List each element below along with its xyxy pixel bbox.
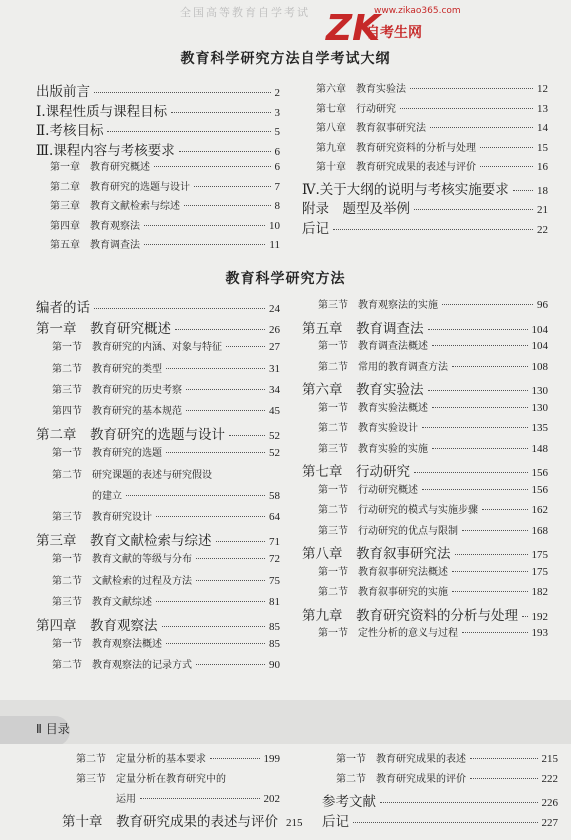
toc-entry-page: 81: [269, 595, 280, 608]
toc-entry-label: 第一节 定性分析的意义与过程: [318, 628, 458, 639]
toc-entry-page: 104: [531, 340, 548, 352]
toc-entry-page: 45: [269, 405, 280, 417]
toc-entry: [36, 296, 280, 316]
toc-entry-page: 14: [537, 122, 548, 134]
toc-entry: [318, 399, 548, 414]
leader-dots: [184, 205, 271, 206]
leader-dots: [126, 495, 265, 496]
toc-entry: [76, 790, 280, 805]
toc-entry-label: 第二节 定量分析的基本要求: [76, 754, 206, 765]
exam-watermark: 全国高等教育自学考试: [180, 6, 310, 19]
toc-entry-page: 168: [531, 524, 548, 537]
toc-entry-page: 52: [269, 430, 280, 443]
leader-dots: [156, 601, 265, 602]
toc-entry-page: 162: [531, 504, 548, 516]
leader-dots: [414, 472, 528, 473]
leader-dots: [422, 489, 528, 490]
leader-dots: [156, 516, 265, 517]
toc-entry: [52, 508, 280, 523]
toc-entry: [302, 317, 548, 337]
toc-entry: [316, 119, 548, 134]
toc-entry: [302, 178, 548, 198]
toc-entry-label: Ⅰ.课程性质与课程目标: [36, 103, 168, 120]
toc-entry-page: 75: [269, 574, 280, 587]
toc-entry-page: 6: [274, 161, 280, 173]
leader-dots: [194, 186, 271, 187]
toc-entry: [52, 656, 280, 671]
toc-entry-page: 175: [531, 549, 548, 561]
toc-entry-label: 第一节 行动研究概述: [318, 484, 418, 496]
leader-dots: [442, 304, 533, 305]
toc-entry-page: 26: [269, 324, 280, 337]
toc-entry-label: 第九章 教育研究资料的分析与处理: [302, 607, 518, 624]
toc-entry-label: 第三节 定量分析在教育研究中的: [76, 774, 226, 785]
toc-entry-label: 第一节 教育观察法概述: [52, 639, 162, 651]
toc-entry: [322, 790, 558, 810]
toc-entry-label: 第一节 教育研究成果的表述: [336, 754, 466, 765]
toc-entry-label: 后记: [302, 220, 329, 237]
toc-entry-label: 第十章 教育研究成果的表述与评价: [316, 162, 476, 173]
toc-entry-label: Ⅳ.关于大纲的说明与考核实施要求: [302, 181, 509, 198]
toc-entry: [50, 178, 280, 193]
toc-entry-page: 85: [269, 638, 280, 651]
toc-entry: [52, 593, 280, 608]
toc-entry-page: 222: [541, 773, 558, 785]
toc-entry-page: 130: [531, 385, 548, 397]
toc-entry-page: 18: [537, 184, 548, 197]
toc-entry-label: 第一节 教育文献的等级与分布: [52, 554, 192, 566]
toc-entry-page: 215: [286, 817, 303, 829]
toc-entry-label: 第三章 教育文献检索与综述: [50, 201, 180, 212]
toc-entry-page: 64: [269, 511, 280, 523]
toc-entry-label: 第九章 教育研究资料的分析与处理: [316, 142, 476, 154]
leader-dots: [380, 802, 538, 803]
leader-dots: [422, 427, 528, 428]
toc-entry-page: 71: [269, 536, 280, 549]
toc-entry-page: 12: [537, 83, 548, 95]
toc-entry: [52, 487, 280, 502]
toc-entry: [50, 197, 280, 212]
leader-dots: [166, 452, 265, 453]
leader-dots: [400, 108, 533, 109]
leader-dots: [166, 368, 265, 369]
toc-entry-label: 出版前言: [36, 84, 90, 100]
toc-entry: [52, 444, 280, 459]
toc-entry-page: 24: [269, 303, 280, 315]
toc-entry-label: Ⅲ.课程内容与考核要求: [36, 142, 175, 159]
toc-entry-page: 156: [531, 467, 548, 479]
toc-entry: [336, 770, 558, 785]
toc-entry-label: 第一节 教育调查法概述: [318, 341, 428, 352]
toc-entry: [52, 635, 280, 650]
leader-dots: [462, 632, 528, 633]
toc-entry: [52, 550, 280, 565]
toc-entry-label: 附录 题型及举例: [302, 201, 410, 217]
toc-entry: [302, 460, 548, 480]
toc-entry-label: 第三节 教育研究的历史考察: [52, 384, 182, 396]
toc-entry: [302, 217, 548, 237]
leader-dots: [430, 127, 533, 128]
toc-entry: [318, 624, 548, 639]
toc-entry-page: 10: [269, 219, 280, 232]
toc-entry: [52, 402, 280, 417]
leader-dots: [470, 758, 538, 759]
toc-entry-page: 8: [274, 200, 280, 212]
leader-dots: [210, 758, 260, 759]
toc-entry-page: 15: [537, 141, 548, 154]
leader-dots: [333, 229, 533, 230]
leader-dots: [432, 407, 528, 408]
toc-entry: [302, 378, 548, 398]
toc-entry-label: 第六章 教育实验法: [302, 382, 424, 398]
toc-entry-page: 227: [541, 817, 558, 829]
toc-entry-label: 第七章 行动研究: [316, 103, 396, 115]
syllabus-title: 教育科学研究方法自学考试大纲: [180, 51, 391, 67]
logo-site: www.zikao365.com: [374, 6, 461, 16]
toc-entry-page: 3: [274, 106, 280, 119]
toc-entry-page: 96: [537, 299, 548, 311]
toc-entry-label: 第一章 教育研究概述: [50, 162, 150, 173]
toc-entry: [76, 770, 280, 785]
toc-entry-label: 第六章 教育实验法: [316, 84, 406, 95]
toc-entry-label: 运用: [76, 794, 136, 805]
toc-entry: [322, 810, 558, 830]
toc-entry-page: 52: [269, 447, 280, 460]
toc-entry-page: 85: [269, 621, 280, 633]
toc-entry-page: 104: [531, 323, 548, 336]
toc-entry: [76, 750, 280, 765]
toc-entry-page: 182: [531, 586, 548, 598]
leader-dots: [353, 822, 538, 823]
toc-entry-label: 第一节 教育叙事研究法概述: [318, 566, 448, 578]
toc-entry: [36, 529, 280, 549]
toc-entry-page: 34: [269, 383, 280, 396]
leader-dots: [216, 541, 266, 542]
toc-entry-label: 编者的话: [36, 300, 90, 316]
leader-dots: [107, 131, 270, 132]
leader-dots: [186, 410, 265, 411]
toc-entry: [318, 563, 548, 578]
leader-dots: [513, 190, 533, 191]
toc-entry-page: 148: [531, 442, 548, 455]
logo-text: 自考生网: [366, 25, 422, 41]
toc-entry-page: 156: [531, 483, 548, 496]
toc-entry: [52, 360, 280, 375]
toc-entry: [318, 296, 548, 311]
toc-entry: [36, 100, 280, 120]
toc-entry: [318, 583, 548, 598]
toc-entry-label: 第二章 教育研究的选题与设计: [50, 181, 190, 193]
toc-entry-label: 第二章 教育研究的选题与设计: [36, 427, 225, 444]
toc-entry-label: 的建立: [52, 490, 122, 502]
leader-dots: [162, 626, 266, 627]
toc-entry-label: 后记: [322, 814, 349, 830]
toc-entry: [318, 358, 548, 373]
leader-dots: [166, 643, 265, 644]
toc-entry-label: 第二节 教育叙事研究的实施: [318, 587, 448, 598]
leader-dots: [432, 448, 528, 449]
toc-entry-page: 21: [537, 204, 548, 216]
toc-entry-label: 第三章 教育文献检索与综述: [36, 533, 212, 550]
leader-dots: [432, 345, 528, 346]
toc-entry: [36, 80, 280, 100]
book-title: 教育科学研究方法: [225, 271, 346, 287]
leader-dots: [414, 209, 533, 210]
toc-entry: [50, 158, 280, 173]
toc-entry: [302, 197, 548, 217]
toc-entry-page: 13: [537, 102, 548, 115]
toc-entry: [50, 217, 280, 232]
toc-entry-page: 2: [274, 87, 280, 99]
toc-entry-label: 第二节 教育观察法的记录方式: [52, 660, 192, 672]
leader-dots: [144, 244, 265, 245]
leader-dots: [175, 329, 265, 330]
toc-entry-page: 31: [269, 362, 280, 375]
toc-entry-label: 第三节 教育文献综述: [52, 596, 152, 608]
leader-dots: [455, 554, 528, 555]
toc-entry: [318, 337, 548, 352]
toc-entry-page: 199: [263, 753, 280, 765]
leader-dots: [470, 778, 538, 779]
toc-entry: [318, 481, 548, 496]
toc-entry-label: 第一节 教育研究的选题: [52, 448, 162, 460]
toc-entry-label: 第四节 教育研究的基本规范: [52, 406, 182, 417]
toc-entry-label: 第二节 研究课题的表述与研究假设: [52, 469, 212, 481]
leader-dots: [171, 112, 270, 113]
toc-entry: [52, 466, 280, 481]
leader-dots: [428, 329, 528, 330]
toc-entry-label: 第一章 教育研究概述: [36, 321, 171, 338]
zk-logo-icon: ZK: [326, 8, 380, 49]
toc-entry: [52, 381, 280, 396]
leader-dots: [186, 389, 265, 390]
leader-dots: [196, 664, 265, 665]
toc-entry-label: 第十章 教育研究成果的表述与评价: [62, 814, 278, 830]
toc-entry-page: 90: [269, 659, 280, 672]
toc-entry-page: 6: [274, 145, 280, 158]
toc-entry: [302, 604, 548, 624]
toc-entry: [318, 501, 548, 516]
toc-entry-page: 72: [269, 553, 280, 566]
toc-entry-label: 第三节 行动研究的优点与限制: [318, 525, 458, 537]
leader-dots: [94, 308, 265, 309]
leader-dots: [410, 88, 533, 89]
leader-dots: [144, 225, 265, 226]
toc-entry: [36, 119, 280, 139]
toc-entry-label: 第二节 行动研究的模式与实施步骤: [318, 505, 478, 516]
toc-entry: [62, 810, 303, 830]
toc-entry-label: 第二节 教育研究的类型: [52, 363, 162, 375]
toc-entry: [316, 158, 548, 173]
toc-entry-label: 第三节 教育实验的实施: [318, 443, 428, 455]
leader-dots: [179, 151, 271, 152]
leader-dots: [480, 147, 533, 148]
toc-entry-label: 第二节 常用的教育调查方法: [318, 361, 448, 373]
toc-entry-label: 第一节 教育实验法概述: [318, 402, 428, 414]
page-tab-label: Ⅱ 目录: [36, 722, 70, 736]
toc-entry-label: 第八章 教育叙事研究法: [316, 123, 426, 134]
toc-entry-label: 第二节 文献检索的过程及方法: [52, 575, 192, 587]
toc-entry-page: 27: [269, 341, 280, 354]
leader-dots: [428, 390, 528, 391]
leader-dots: [462, 530, 528, 531]
toc-entry-page: 192: [531, 610, 548, 623]
leader-dots: [480, 166, 533, 167]
leader-dots: [229, 435, 265, 436]
toc-entry-page: 11: [269, 239, 280, 251]
toc-entry: [36, 614, 280, 634]
toc-entry-page: 108: [531, 360, 548, 373]
toc-entry-page: 16: [537, 161, 548, 173]
toc-entry-label: 第四章 教育观察法: [36, 618, 158, 634]
toc-entry-page: 130: [531, 401, 548, 414]
toc-entry-label: 第八章 教育叙事研究法: [302, 546, 451, 562]
toc-entry: [52, 572, 280, 587]
leader-dots: [482, 509, 528, 510]
toc-entry-label: 第三节 教育观察法的实施: [318, 300, 438, 311]
toc-entry-page: 5: [274, 126, 280, 138]
toc-entry-label: 第五章 教育调查法: [302, 320, 424, 337]
leader-dots: [452, 571, 528, 572]
toc-entry-page: 135: [531, 422, 548, 434]
toc-entry: [318, 522, 548, 537]
leader-dots: [94, 92, 271, 93]
toc-entry-label: Ⅱ.考核目标: [36, 123, 104, 139]
toc-entry-page: 215: [541, 753, 558, 765]
toc-entry: [318, 419, 548, 434]
toc-entry-page: 226: [541, 797, 558, 809]
leader-dots: [196, 558, 265, 559]
leader-dots: [452, 366, 528, 367]
toc-entry-label: 第二节 教育研究成果的评价: [336, 774, 466, 785]
toc-entry-label: 参考文献: [322, 794, 376, 810]
toc-entry: [318, 440, 548, 455]
toc-entry-label: 第三节 教育研究设计: [52, 512, 152, 523]
toc-entry-page: 202: [263, 793, 280, 805]
leader-dots: [226, 346, 265, 347]
toc-entry-label: 第二节 教育实验设计: [318, 423, 418, 434]
toc-entry: [36, 317, 280, 337]
toc-entry: [302, 542, 548, 562]
toc-entry-label: 第七章 行动研究: [302, 464, 410, 480]
toc-entry-page: 7: [274, 180, 280, 193]
toc-entry-page: 175: [531, 565, 548, 578]
toc-entry-label: 第五章 教育调查法: [50, 240, 140, 251]
leader-dots: [140, 798, 260, 799]
toc-entry-page: 22: [537, 223, 548, 236]
toc-entry: [316, 139, 548, 154]
toc-entry: [36, 139, 280, 159]
leader-dots: [154, 166, 271, 167]
toc-entry-page: 58: [269, 489, 280, 502]
toc-entry-label: 第一节 教育研究的内涵、对象与特征: [52, 342, 222, 354]
toc-entry: [316, 100, 548, 115]
leader-dots: [522, 616, 528, 617]
toc-entry: [36, 423, 280, 443]
toc-entry-label: 第四章 教育观察法: [50, 220, 140, 232]
toc-entry: [336, 750, 558, 765]
leader-dots: [196, 580, 265, 581]
toc-entry: [316, 80, 548, 95]
toc-entry: [52, 338, 280, 353]
leader-dots: [452, 591, 528, 592]
toc-entry: [50, 236, 280, 251]
toc-entry-page: 193: [531, 627, 548, 639]
